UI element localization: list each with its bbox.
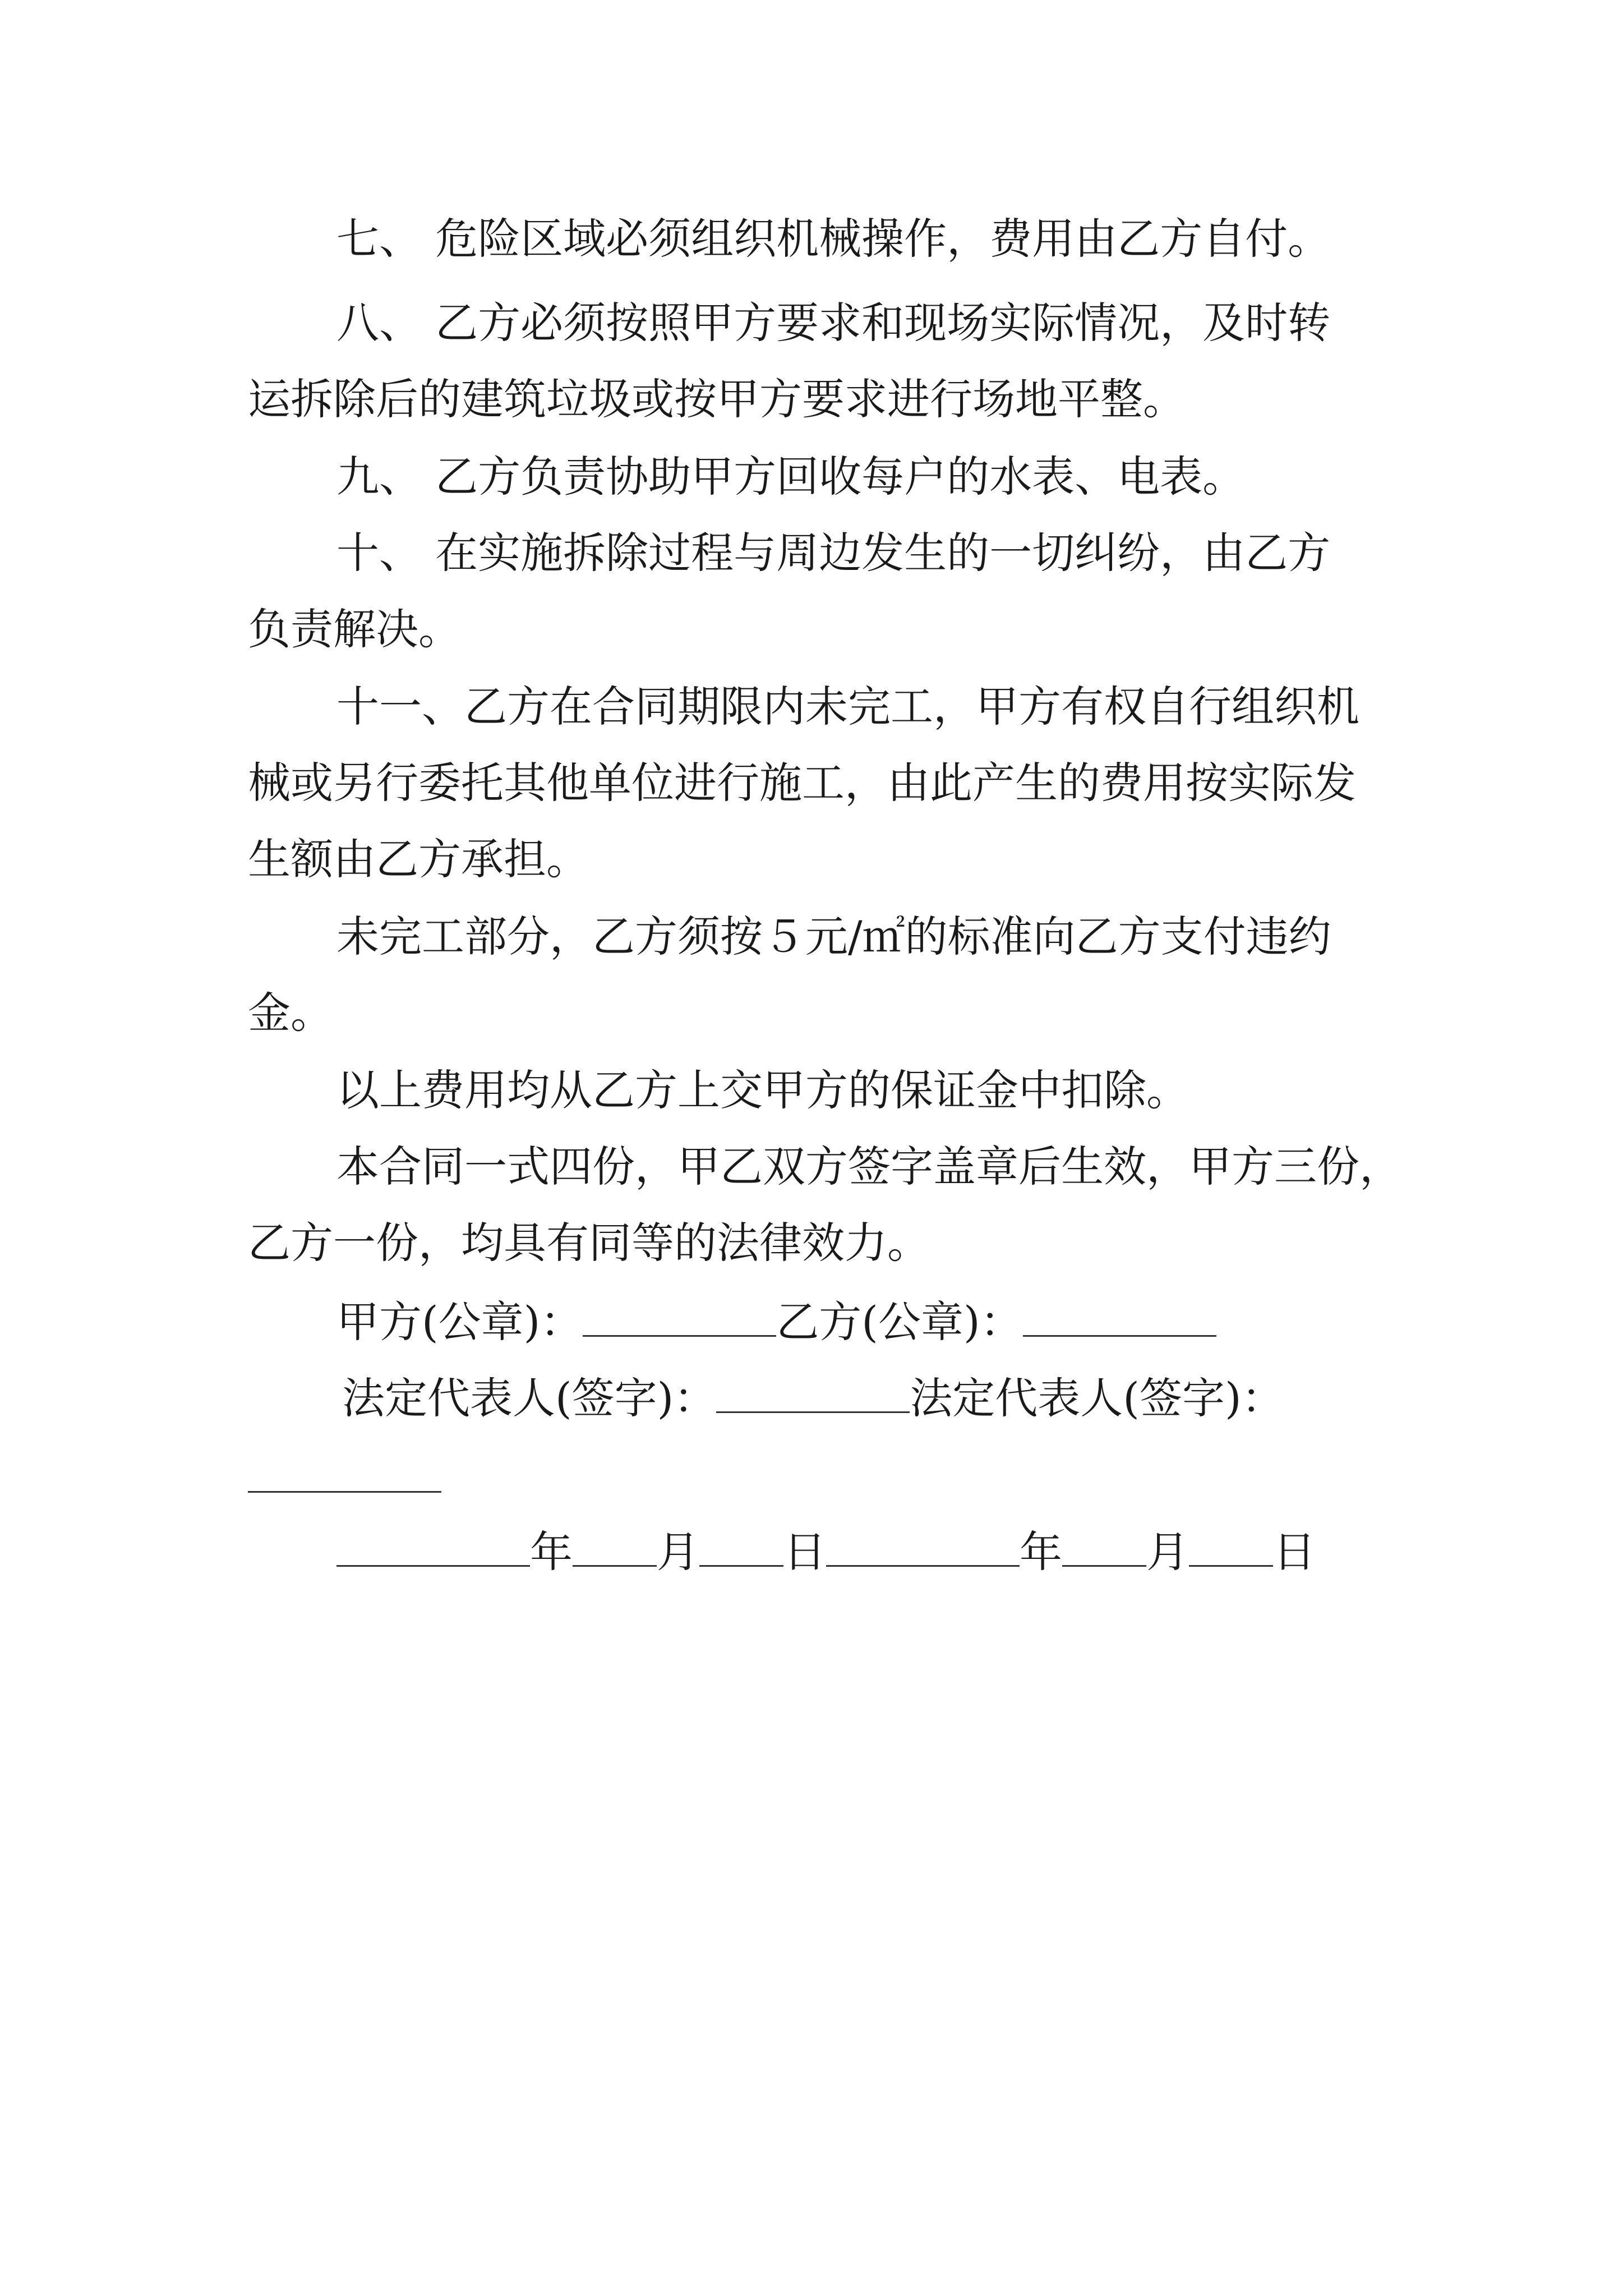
representative-row (342, 1369, 1284, 1425)
party-a-rep-label: 法定代表人(签字)： (342, 1373, 717, 1423)
party-b-day-label: 日 (1273, 1527, 1316, 1577)
date-row (336, 1522, 1316, 1579)
party-b-seal-blank[interactable] (1023, 1292, 1216, 1337)
party-b-rep-label: 法定代表人(签字)： (910, 1373, 1284, 1423)
party-a-seal-label: 甲方(公章)： (336, 1297, 583, 1347)
clause-8-line-2: 运拆除后的建筑垃圾或按甲方要求进行场地平整。 (248, 374, 1186, 424)
seal-row (336, 1292, 1216, 1349)
clause-10-line-1: 十、 在实施拆除过程与周边发生的一切纠纷，由乙方 (336, 528, 1331, 578)
clause-11-line-3: 生额由乙方承担。 (248, 834, 589, 884)
clause-10-line-2: 负责解决。 (248, 604, 461, 654)
party-a-seal-blank[interactable] (583, 1292, 776, 1337)
copies-line-1: 本合同一式四份，甲乙双方签字盖章后生效，甲方三份， (336, 1142, 1402, 1191)
penalty-line-1: 未完工部分，乙方须按５元/㎡的标准向乙方支付违约 (336, 912, 1331, 961)
party-a-rep-blank[interactable] (716, 1369, 910, 1413)
clause-9-line-1: 九、 乙方负责协助甲方回收每户的水表、电表。 (336, 452, 1246, 501)
party-a-day-label: 日 (783, 1527, 826, 1577)
clause-11-line-2: 械或另行委托其他单位进行施工，由此产生的费用按实际发 (248, 758, 1356, 808)
party-b-year-label: 年 (1020, 1527, 1062, 1577)
party-b-rep-blank[interactable] (248, 1491, 441, 1493)
party-a-year-blank[interactable] (336, 1522, 530, 1567)
party-b-day-blank[interactable] (1189, 1522, 1273, 1567)
party-b-seal-label: 乙方(公章)： (776, 1297, 1023, 1347)
clause-8-line-1: 八、 乙方必须按照甲方要求和现场实际情况，及时转 (336, 298, 1331, 348)
party-b-month-blank[interactable] (1062, 1522, 1146, 1567)
penalty-line-2: 金。 (248, 988, 333, 1038)
party-a-day-blank[interactable] (699, 1522, 783, 1567)
party-a-month-blank[interactable] (573, 1522, 657, 1567)
party-a-year-label: 年 (530, 1527, 573, 1577)
party-b-month-label: 月 (1146, 1527, 1189, 1577)
clause-7-line-1: 七、 危险区域必须组织机械操作，费用由乙方自付。 (336, 214, 1331, 264)
party-a-month-label: 月 (657, 1527, 699, 1577)
clause-11-line-1: 十一、乙方在合同期限内未完工，甲方有权自行组织机 (336, 682, 1359, 731)
party-b-year-blank[interactable] (826, 1522, 1020, 1567)
deduction-line: 以上费用均从乙方上交甲方的保证金中扣除。 (336, 1065, 1189, 1115)
copies-line-2: 乙方一份，均具有同等的法律效力。 (248, 1218, 930, 1268)
